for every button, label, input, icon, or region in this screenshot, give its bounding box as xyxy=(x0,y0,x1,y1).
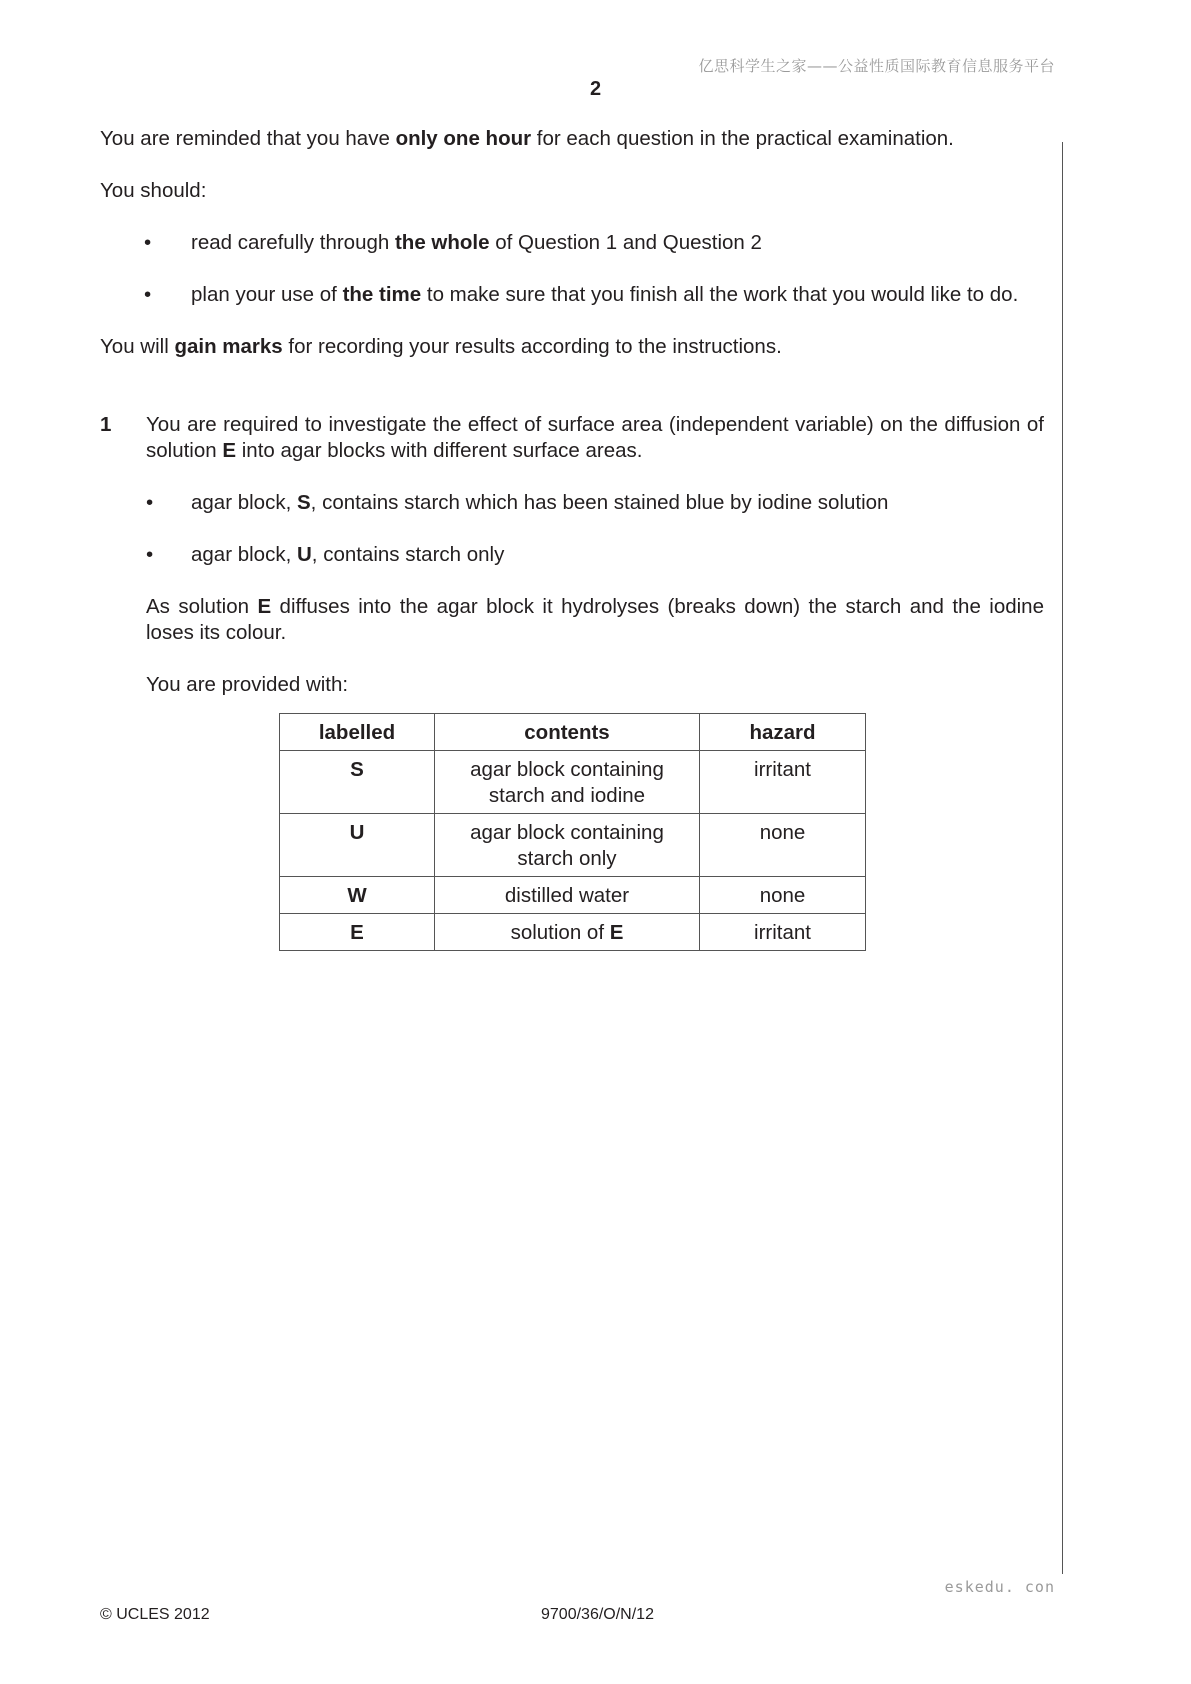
copyright: © UCLES 2012 xyxy=(100,1606,210,1623)
cell-hazard: irritant xyxy=(700,914,866,951)
header-labelled: labelled xyxy=(280,714,435,751)
cell-label: E xyxy=(280,914,435,951)
you-should-label: You should: xyxy=(100,179,207,202)
list-item: • read carefully through the whole of Question 1 and Question 2 xyxy=(144,231,762,254)
bullet-icon: • xyxy=(144,283,152,306)
question-number: 1 xyxy=(100,413,112,436)
header-contents: contents xyxy=(435,714,700,751)
question-1 xyxy=(100,412,1044,951)
page-content xyxy=(100,126,1044,951)
table-row xyxy=(280,751,866,814)
instruction-list xyxy=(100,230,1044,308)
table-row xyxy=(280,877,866,914)
watermark-bottom: eskedu. con xyxy=(944,1578,1055,1596)
cell-contents: agar block containing starch only xyxy=(435,814,700,877)
cell-contents: solution of E xyxy=(435,914,700,951)
table-row xyxy=(280,914,866,951)
provided-label: You are provided with: xyxy=(146,673,349,696)
header-hazard: hazard xyxy=(700,714,866,751)
cell-contents: agar block containing starch and iodine xyxy=(435,751,700,814)
table-row xyxy=(280,814,866,877)
cell-hazard: none xyxy=(700,814,866,877)
cell-hazard: none xyxy=(700,877,866,914)
bullet-icon: • xyxy=(146,543,154,566)
cell-label: S xyxy=(280,751,435,814)
cell-contents: distilled water xyxy=(435,877,700,914)
table-header-row xyxy=(280,714,866,751)
reminder-paragraph: You are reminded that you have only one hour for each question in the practical examination. xyxy=(100,127,954,150)
materials-table xyxy=(279,713,866,951)
question-text: You are required to investigate the effect of surface area (independent variable) on the diffusion of solution E into agar blocks with different surface areas. xyxy=(146,413,1044,462)
cell-label: W xyxy=(280,877,435,914)
cell-hazard: irritant xyxy=(700,751,866,814)
watermark-top: 亿思科学生之家——公益性质国际教育信息服务平台 xyxy=(698,57,1055,75)
paper-code: 9700/36/O/N/12 xyxy=(541,1606,654,1623)
list-item: • plan your use of the time to make sure that you finish all the work that you would like to do. xyxy=(144,283,1019,306)
diffusion-paragraph: As solution E diffuses into the agar block it hydrolyses (breaks down) the starch and the iodine loses its colour. xyxy=(146,595,1044,644)
list-item: • agar block, S, contains starch which has been stained blue by iodine solution xyxy=(146,491,889,514)
cell-label: U xyxy=(280,814,435,877)
bullet-icon: • xyxy=(144,231,152,254)
list-item: • agar block, U, contains starch only xyxy=(146,543,505,566)
marks-paragraph: You will gain marks for recording your results according to the instructions. xyxy=(100,335,782,358)
bullet-icon: • xyxy=(146,491,154,514)
page-number: 2 xyxy=(589,78,602,100)
right-margin-rule xyxy=(1062,142,1063,1574)
agar-block-list xyxy=(146,490,1044,568)
